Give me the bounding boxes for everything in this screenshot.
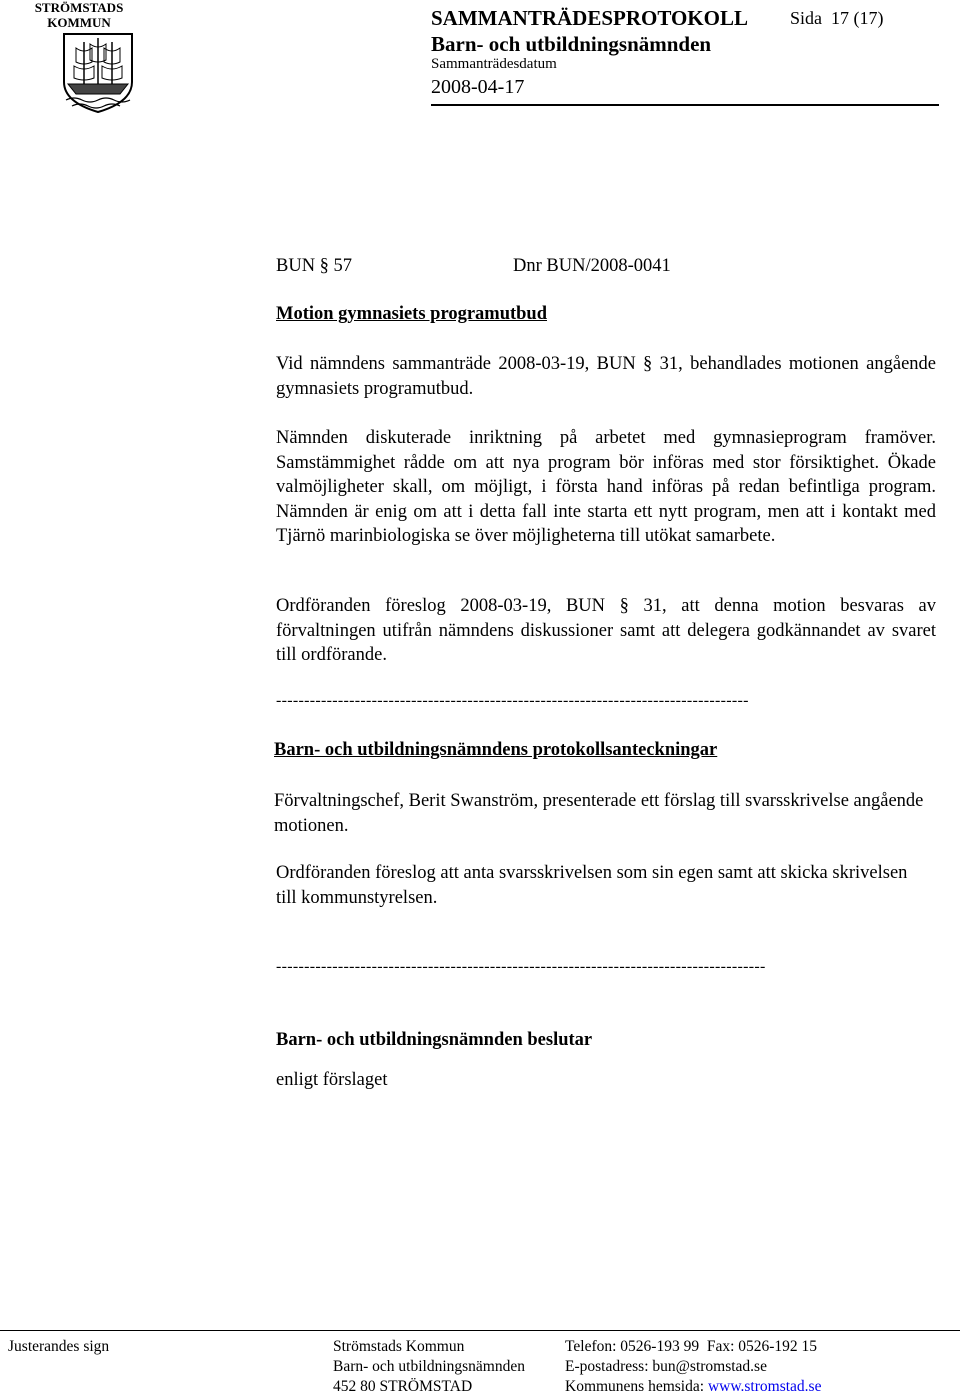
footer-committee: Barn- och utbildningsnämnden — [333, 1358, 525, 1375]
header-divider — [431, 104, 939, 106]
org-line-2: KOMMUN — [47, 15, 111, 30]
footer-email: E-postadress: bun@stromstad.se — [565, 1358, 767, 1375]
footer-municipality: Strömstads Kommun — [333, 1338, 465, 1355]
organization-name — [6, 0, 152, 30]
meeting-date-label: Sammanträdesdatum — [431, 56, 557, 72]
separator-line: ------------------------------------------------------------------------------------ — [276, 692, 749, 709]
footer-phone: Telefon: 0526-193 99 — [565, 1338, 700, 1355]
footer-divider — [0, 1330, 960, 1331]
footer-fax: Fax: 0526-192 15 — [706, 1338, 818, 1355]
page-label: Sida — [790, 8, 823, 28]
page-number: 17 (17) — [831, 8, 884, 28]
case-registration-number: Dnr BUN/2008-0041 — [513, 256, 671, 276]
paragraph-discussion: Nämnden diskuterade inriktning på arbetet med gymnasieprogram framöver. Samstämmighet rådde om att nya program bör införas med stor försiktighet. Ökade valmöjligheter skall, om möjligt, i första hand införas på redan befintliga program. Nämnden är enig om att i detta fall inte starta ett nytt program, men att i kontakt med Tjärnö marinbiologiska se över möjligheterna till utökat samarbete. — [276, 428, 936, 546]
paragraph-proposal: Ordföranden föreslog 2008-03-19, BUN § 31, att denna motion besvaras av förvaltningen utifrån nämndens diskussioner samt att delegera godkännandet av svaret till ordförande. — [276, 596, 936, 665]
org-line-1: STRÖMSTADS — [34, 0, 124, 15]
page-indicator — [790, 8, 884, 29]
protocol-title: SAMMANTRÄDESPROTOKOLL — [431, 6, 748, 30]
committee-name: Barn- och utbildningsnämnden — [431, 32, 712, 56]
paragraph-chair-proposal: Ordföranden föreslog att anta svarsskrivelsen som sin egen samt att skicka skrivelsen till kommunstyrelsen. — [276, 863, 908, 908]
notes-heading: Barn- och utbildningsnämndens protokollsanteckningar — [274, 740, 718, 760]
case-title: Motion gymnasiets programutbud — [276, 304, 548, 324]
decision-heading: Barn- och utbildningsnämnden beslutar — [276, 1030, 593, 1050]
signature-label: Justerandes sign — [8, 1338, 110, 1355]
meeting-date: 2008-04-17 — [431, 76, 525, 98]
municipal-coat-of-arms-logo — [60, 32, 136, 114]
footer-website — [565, 1377, 821, 1397]
footer-address: 452 80 STRÖMSTAD — [333, 1378, 473, 1395]
case-number: BUN § 57 — [276, 256, 353, 276]
paragraph-background: Vid nämndens sammanträde 2008-03-19, BUN § 31, behandlades motionen angående gymnasiets programutbud. — [276, 354, 936, 399]
footer-website-label: Kommunens hemsida: — [565, 1378, 705, 1395]
footer-website-link[interactable]: www.stromstad.se — [707, 1378, 822, 1395]
decision-text: enligt förslaget — [276, 1070, 388, 1090]
footer-phone-fax — [565, 1337, 817, 1357]
paragraph-presentation: Förvaltningschef, Berit Swanström, presenterade ett förslag till svarsskrivelse angående motionen. — [274, 791, 924, 836]
separator-line: --------------------------------------------------------------------------------------- — [276, 958, 766, 975]
